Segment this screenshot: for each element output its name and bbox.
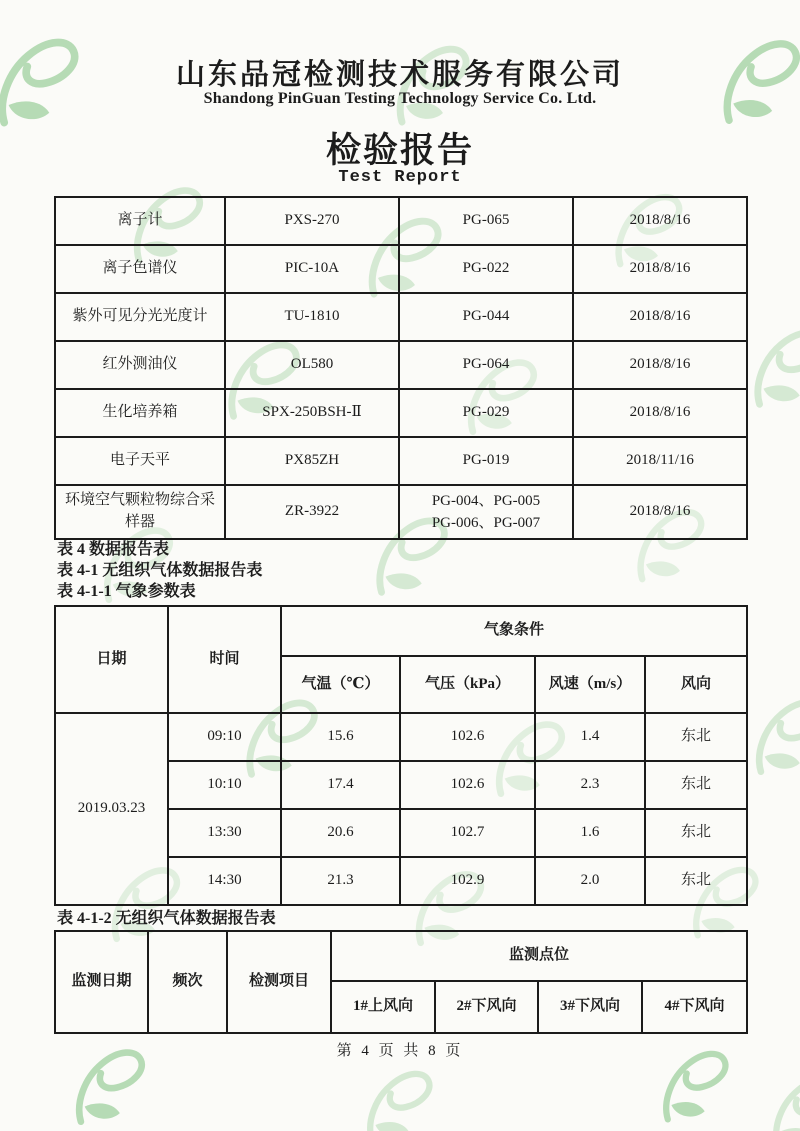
equipment-date: 2018/8/16 bbox=[573, 389, 747, 437]
weather-header-date: 日期 bbox=[55, 606, 168, 713]
equipment-model: OL580 bbox=[225, 341, 399, 389]
equipment-model: TU-1810 bbox=[225, 293, 399, 341]
equipment-date: 2018/8/16 bbox=[573, 293, 747, 341]
equipment-date: 2018/11/16 bbox=[573, 437, 747, 485]
table-row bbox=[55, 606, 747, 656]
weather-pressure: 102.9 bbox=[400, 857, 535, 905]
equipment-name: 环境空气颗粒物综合采样器 bbox=[55, 485, 225, 539]
gas-header-point-4: 4#下风向 bbox=[642, 981, 747, 1033]
watermark-logo-icon bbox=[758, 1068, 800, 1131]
equipment-name: 紫外可见分光光度计 bbox=[55, 293, 225, 341]
weather-header-wind-speed: 风速（m/s） bbox=[535, 656, 645, 713]
weather-header-temp: 气温（℃） bbox=[281, 656, 400, 713]
gas-header-date: 监测日期 bbox=[55, 931, 148, 1033]
equipment-code: PG-029 bbox=[399, 389, 573, 437]
equipment-date: 2018/8/16 bbox=[573, 197, 747, 245]
weather-time: 09:10 bbox=[168, 713, 281, 761]
section-title-4-1-2: 表 4-1-2 无组织气体数据报告表 bbox=[57, 910, 276, 927]
weather-pressure: 102.6 bbox=[400, 761, 535, 809]
weather-table bbox=[54, 605, 748, 906]
equipment-model: PX85ZH bbox=[225, 437, 399, 485]
table-row bbox=[55, 437, 747, 485]
weather-header-pressure: 气压（kPa） bbox=[400, 656, 535, 713]
table-row bbox=[55, 713, 747, 761]
weather-header-group: 气象条件 bbox=[281, 606, 747, 656]
table-row bbox=[55, 931, 747, 981]
equipment-name: 生化培养箱 bbox=[55, 389, 225, 437]
report-title-cn: 检验报告 bbox=[325, 131, 474, 170]
page-number: 第 4 页 共 8 页 bbox=[336, 1043, 464, 1059]
equipment-code-line1: PG-004、PG-005 bbox=[431, 492, 541, 509]
equipment-model: SPX-250BSH-Ⅱ bbox=[225, 389, 399, 437]
gas-header-item: 检测项目 bbox=[227, 931, 331, 1033]
equipment-model: ZR-3922 bbox=[225, 485, 399, 539]
section-title-4-1-1: 表 4-1-1 气象参数表 bbox=[57, 583, 196, 600]
table-row bbox=[55, 485, 747, 539]
equipment-model: PIC-10A bbox=[225, 245, 399, 293]
gas-header-points-group: 监测点位 bbox=[331, 931, 747, 981]
table-row bbox=[55, 245, 747, 293]
watermark-logo-icon bbox=[740, 690, 800, 785]
weather-wind-dir: 东北 bbox=[645, 761, 747, 809]
equipment-name: 电子天平 bbox=[55, 437, 225, 485]
equipment-code: PG-019 bbox=[399, 437, 573, 485]
equipment-model: PXS-270 bbox=[225, 197, 399, 245]
weather-wind-speed: 2.3 bbox=[535, 761, 645, 809]
table-row bbox=[55, 389, 747, 437]
gas-header-point-2: 2#下风向 bbox=[435, 981, 538, 1033]
weather-wind-dir: 东北 bbox=[645, 809, 747, 857]
company-name-en: Shandong PinGuan Testing Technology Service Co. Ltd. bbox=[203, 90, 597, 107]
section-titles bbox=[57, 539, 262, 602]
equipment-name: 红外测油仪 bbox=[55, 341, 225, 389]
gas-header-frequency: 频次 bbox=[148, 931, 227, 1033]
weather-pressure: 102.7 bbox=[400, 809, 535, 857]
equipment-code: PG-065 bbox=[399, 197, 573, 245]
weather-pressure: 102.6 bbox=[400, 713, 535, 761]
report-title-en: Test Report bbox=[338, 168, 462, 187]
gas-header-point-1: 1#上风向 bbox=[331, 981, 435, 1033]
weather-date-value: 2019.03.23 bbox=[55, 713, 168, 905]
weather-wind-speed: 1.4 bbox=[535, 713, 645, 761]
weather-temp: 17.4 bbox=[281, 761, 400, 809]
gas-data-table bbox=[54, 930, 748, 1034]
weather-temp: 20.6 bbox=[281, 809, 400, 857]
section-title-4-1: 表 4-1 无组织气体数据报告表 bbox=[57, 562, 263, 579]
weather-time: 14:30 bbox=[168, 857, 281, 905]
equipment-code bbox=[399, 485, 573, 539]
equipment-date: 2018/8/16 bbox=[573, 485, 747, 539]
weather-header-time: 时间 bbox=[168, 606, 281, 713]
equipment-date: 2018/8/16 bbox=[573, 245, 747, 293]
equipment-code-line2: PG-006、PG-007 bbox=[431, 515, 541, 531]
weather-time: 13:30 bbox=[168, 809, 281, 857]
weather-header-wind-dir: 风向 bbox=[645, 656, 747, 713]
equipment-name: 离子色谱仪 bbox=[55, 245, 225, 293]
table-row bbox=[55, 341, 747, 389]
equipment-table bbox=[54, 196, 748, 540]
equipment-code: PG-064 bbox=[399, 341, 573, 389]
weather-temp: 21.3 bbox=[281, 857, 400, 905]
weather-wind-dir: 东北 bbox=[645, 713, 747, 761]
table-row bbox=[55, 293, 747, 341]
equipment-code: PG-022 bbox=[399, 245, 573, 293]
weather-wind-speed: 1.6 bbox=[535, 809, 645, 857]
company-name-cn: 山东品冠检测技术服务有限公司 bbox=[175, 59, 624, 91]
weather-temp: 15.6 bbox=[281, 713, 400, 761]
gas-header-point-3: 3#下风向 bbox=[538, 981, 642, 1033]
weather-wind-dir: 东北 bbox=[645, 857, 747, 905]
weather-wind-speed: 2.0 bbox=[535, 857, 645, 905]
watermark-logo-icon bbox=[352, 1062, 442, 1131]
equipment-code: PG-044 bbox=[399, 293, 573, 341]
equipment-name: 离子计 bbox=[55, 197, 225, 245]
section-title-4: 表 4 数据报告表 bbox=[57, 541, 170, 558]
weather-time: 10:10 bbox=[168, 761, 281, 809]
equipment-date: 2018/8/16 bbox=[573, 341, 747, 389]
table-row bbox=[55, 197, 747, 245]
